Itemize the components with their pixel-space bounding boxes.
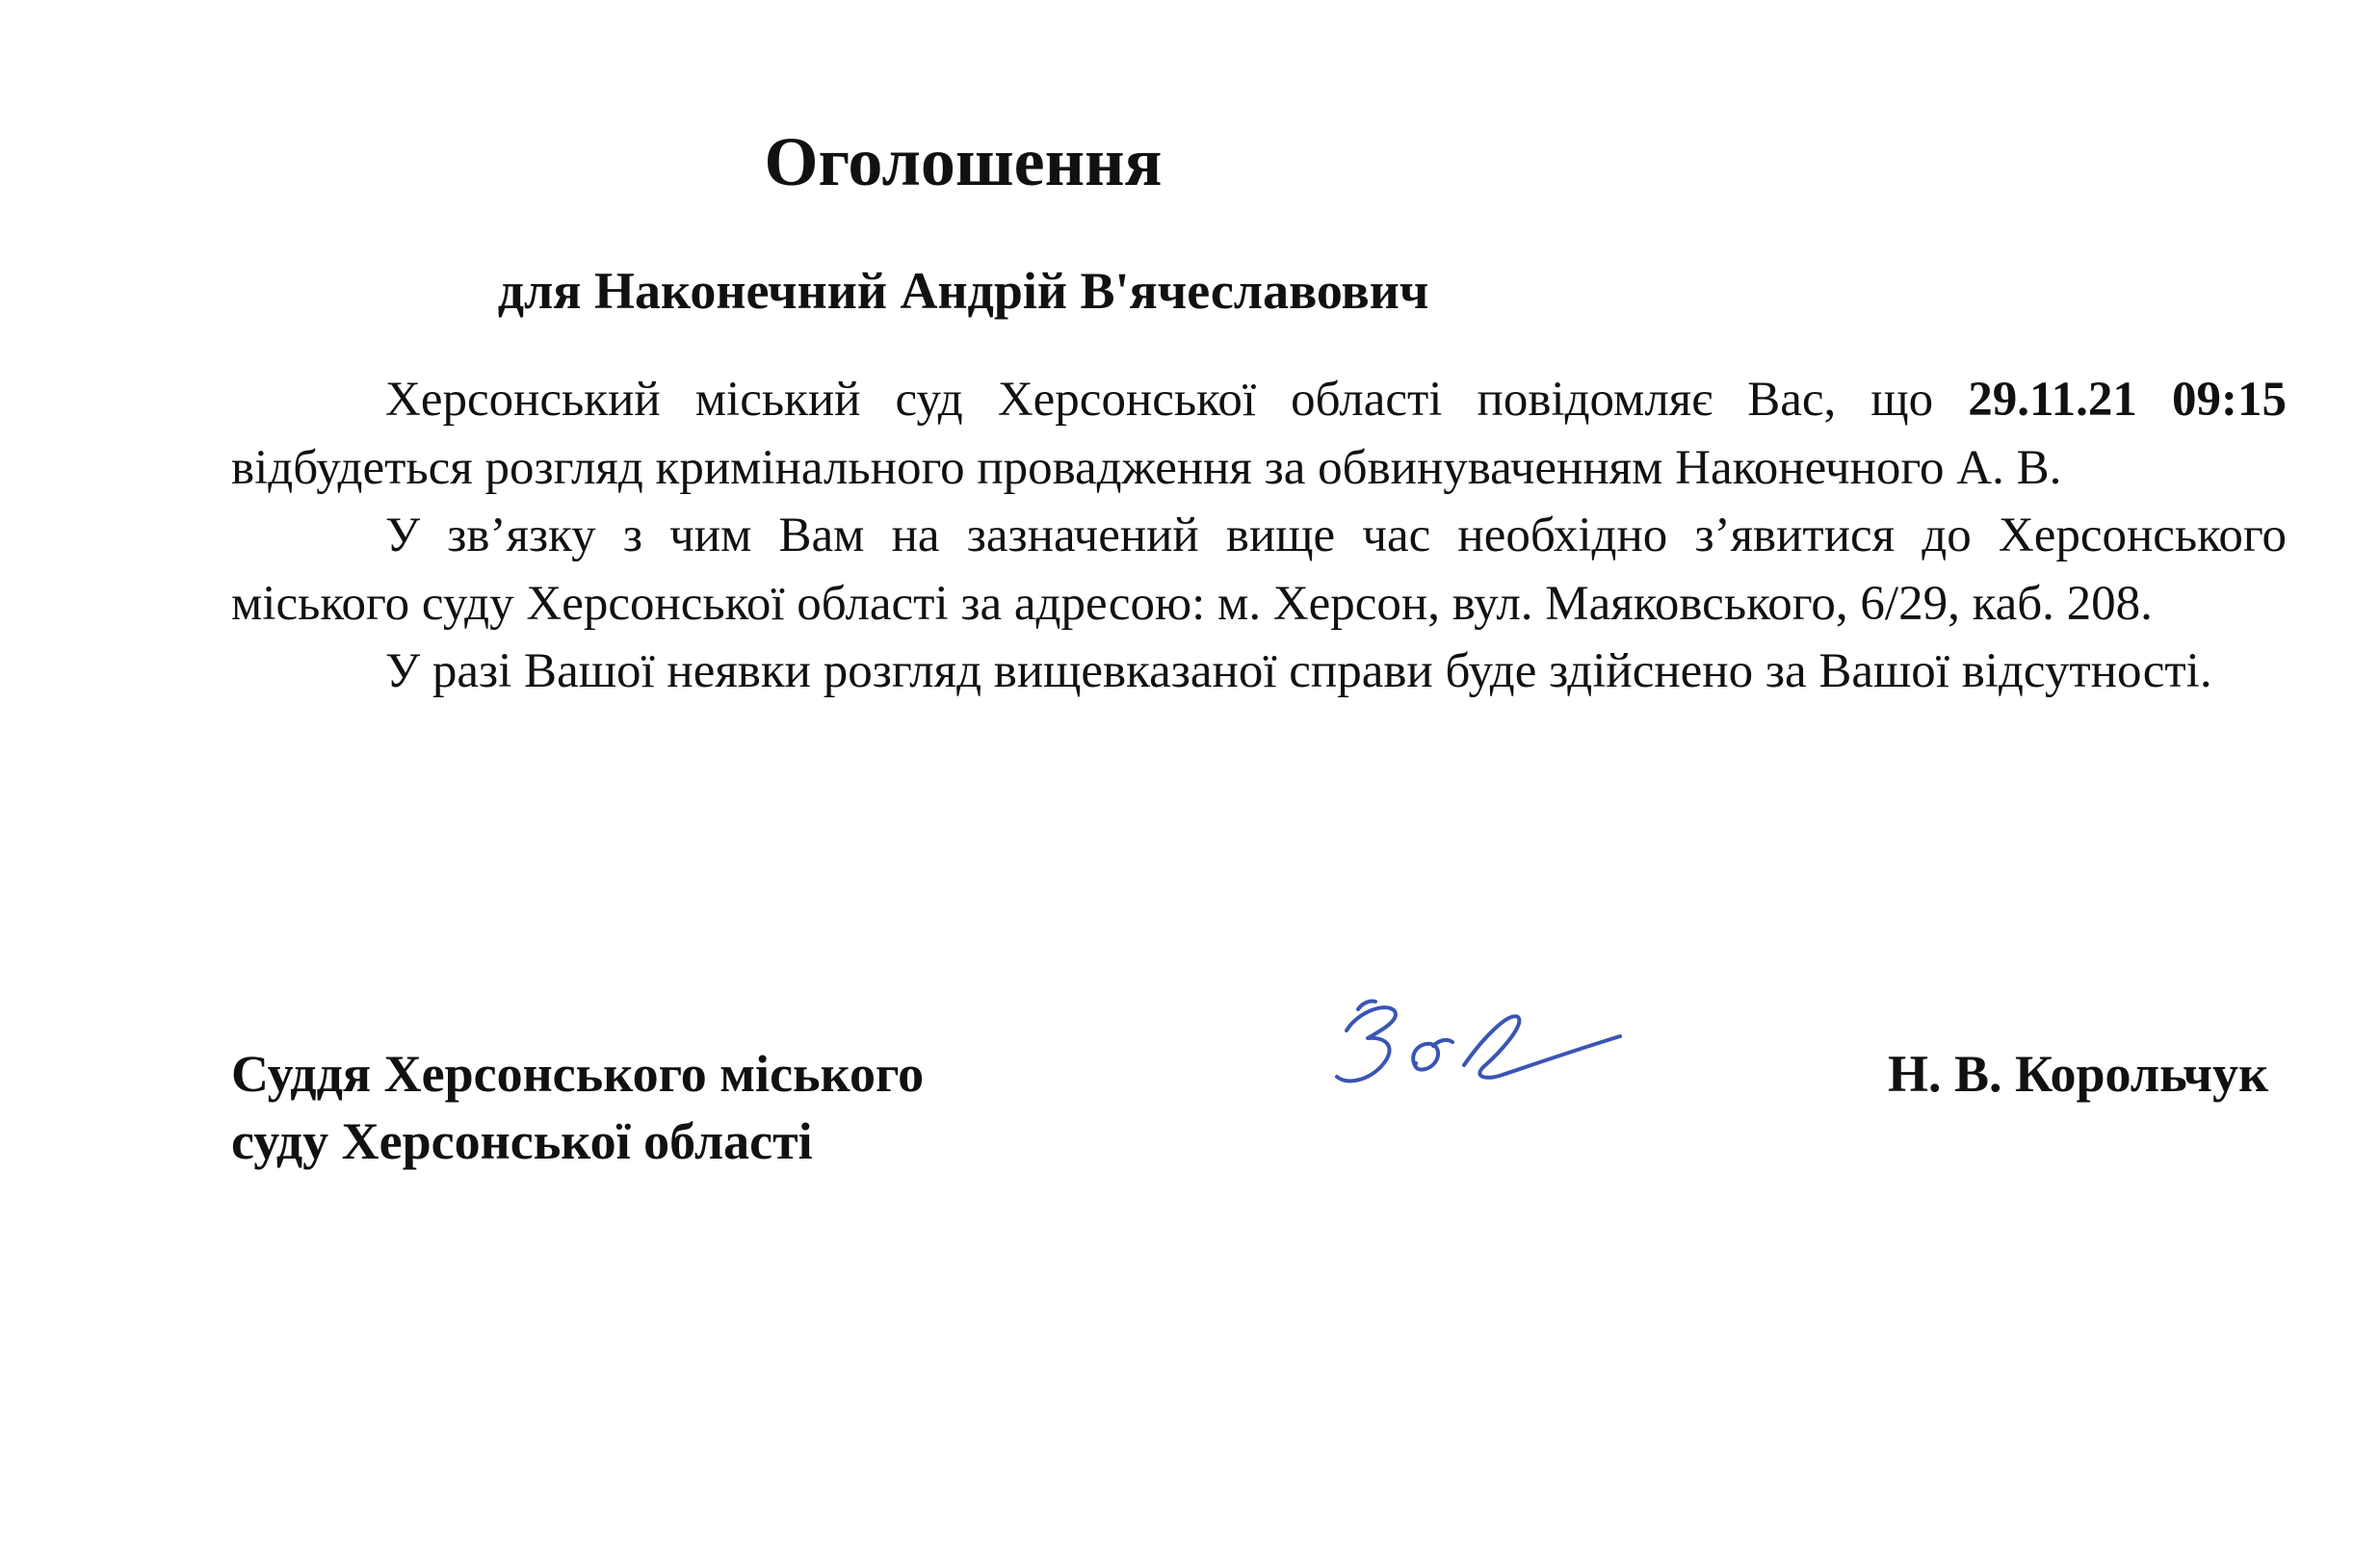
- signer-title-line-2: суду Херсонської області: [231, 1112, 813, 1170]
- signer-title-line-1: Суддя Херсонського міського: [231, 1045, 925, 1103]
- signer-title: [231, 1040, 924, 1175]
- document-title: Оголошення: [764, 123, 1163, 200]
- paragraph-appearance: У зв’язку з чим Вам на зазначений вище час необхідно з’явитися до Херсонського міського суду Херсонської області за адресою: м. Херсон, вул. Маяковського, 6/29, каб. 208.: [231, 509, 2287, 631]
- addressee-line: для Наконечний Андрій В'ячеславович: [497, 262, 1429, 320]
- paragraph-notice-start: Херсонський міський суд Херсонської області повідомляє Вас, що: [385, 373, 1969, 427]
- document-body: [231, 366, 2287, 706]
- hearing-datetime: 29.11.21 09:15: [1968, 373, 2287, 427]
- handwritten-signature: [1320, 973, 1637, 1117]
- signer-name: Н. В. Корольчук: [1888, 1045, 2269, 1103]
- paragraph-notice: [231, 366, 2287, 502]
- paragraph-notice-end: відбудеться розгляд кримінального провадження за обвинуваченням Наконечного А. В.: [231, 440, 2062, 495]
- paragraph-absence: У разі Вашої неявки розгляд вищевказаної справи буде здійснено за Вашої відсутності.: [385, 644, 2212, 698]
